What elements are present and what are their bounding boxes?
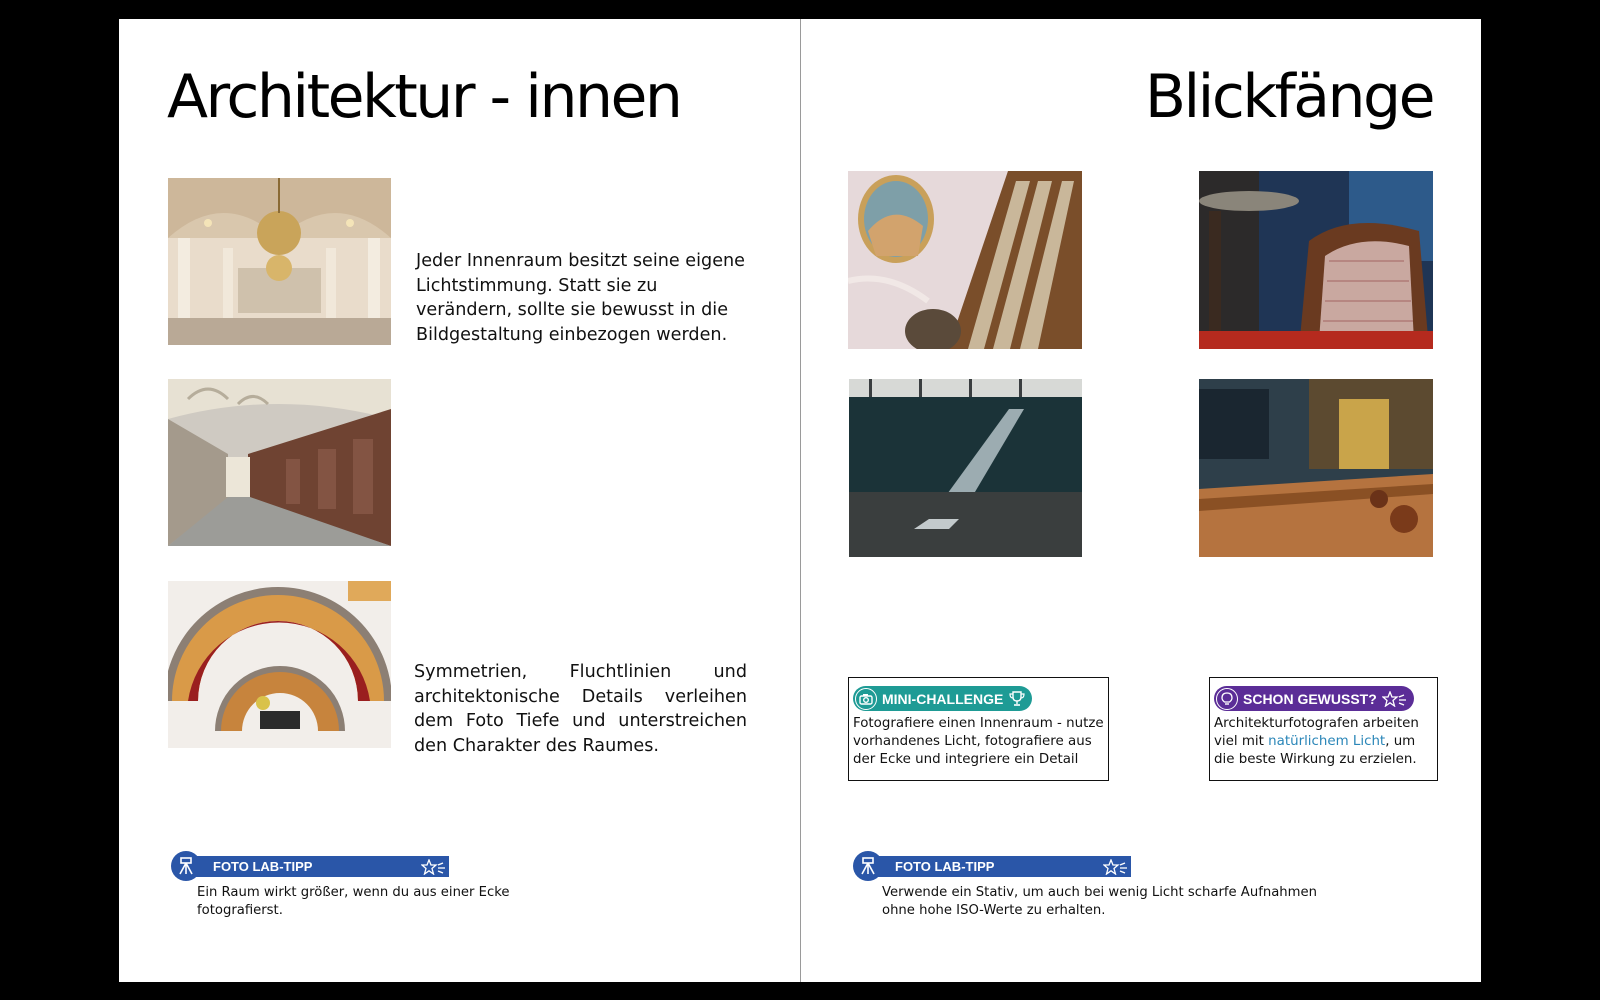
cloister-corridor-photo <box>168 379 391 546</box>
trophy-icon <box>1008 691 1026 707</box>
ballroom-chandelier-photo <box>168 178 391 345</box>
symmetry-paragraph: Symmetrien, Fluchtlinien und architektonische Details verleihen dem Foto Tiefe und unterstreichen den Charakter des Raumes. <box>414 662 747 756</box>
library-ceiling-photo <box>848 171 1082 349</box>
left-page <box>119 19 800 982</box>
church-pew-photo <box>1199 379 1433 557</box>
page-title-left: Architektur - innen <box>167 62 681 132</box>
tip-label: FOTO LAB-TIPP <box>191 856 449 877</box>
star-icon <box>421 859 447 879</box>
foto-lab-tipp-left <box>171 851 591 920</box>
page-title-right: Blickfänge <box>1144 62 1433 132</box>
schon-gewusst-text: Architekturfotografen arbeiten viel mit natürlichem Licht, um die beste Wirkung zu erzielen. <box>1214 716 1419 767</box>
mini-challenge-box <box>848 677 1109 781</box>
mini-challenge-text: Fotografiere einen Innenraum - nutze vorhandenes Licht, fotografiere aus der Ecke und integriere ein Detail <box>853 716 1104 767</box>
right-page <box>801 19 1481 982</box>
intro-paragraph: Jeder Innenraum besitzt seine eigene Lichtstimmung. Statt sie zu verändern, sollte sie bewusst in die Bildgestaltung einbezogen werden. <box>416 251 745 345</box>
tripod-icon <box>853 851 883 881</box>
schon-gewusst-box <box>1209 677 1438 781</box>
tripod-icon <box>171 851 201 881</box>
cane-chair-photo <box>1199 171 1433 349</box>
spiral-staircase-photo <box>168 581 391 748</box>
tip-text: Verwende ein Stativ, um auch bei wenig Licht scharfe Aufnahmen ohne hohe ISO-Werte zu erhalten. <box>882 885 1317 918</box>
schon-gewusst-label: SCHON GEWUSST? <box>1243 690 1377 707</box>
mini-challenge-badge <box>853 686 1032 711</box>
star-icon <box>1103 859 1129 879</box>
natural-light-highlight: natürlichem Licht <box>1268 734 1386 749</box>
light-beam-hall-photo <box>849 379 1082 557</box>
lightbulb-icon <box>1216 688 1238 710</box>
schon-gewusst-badge <box>1214 686 1414 711</box>
mini-challenge-label: MINI-CHALLENGE <box>882 690 1004 707</box>
foto-lab-tipp-right <box>853 851 1373 920</box>
star-icon <box>1382 691 1408 707</box>
camera-icon <box>855 688 877 710</box>
tip-text: Ein Raum wirkt größer, wenn du aus einer Ecke fotografierst. <box>197 885 510 918</box>
tip-label: FOTO LAB-TIPP <box>873 856 1131 877</box>
